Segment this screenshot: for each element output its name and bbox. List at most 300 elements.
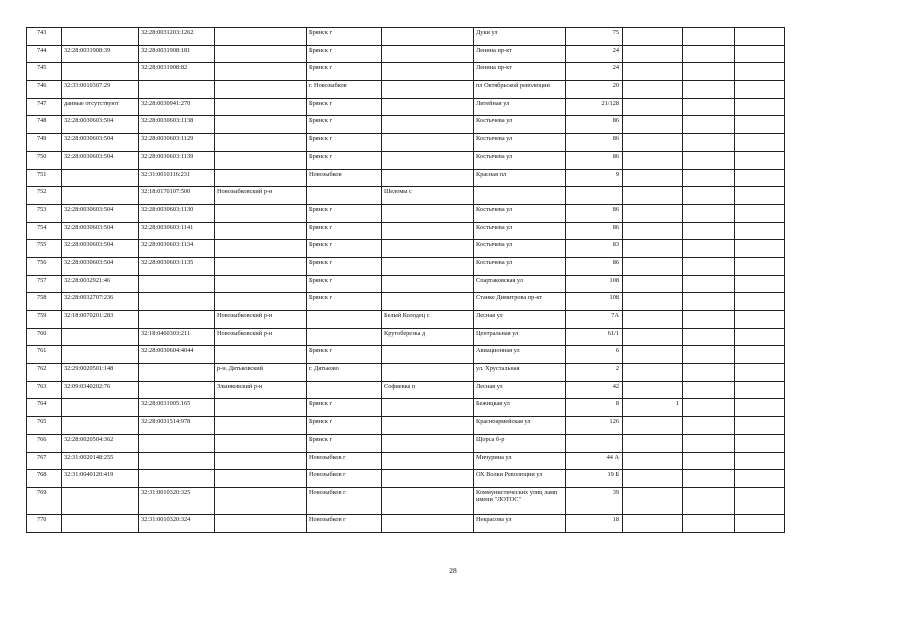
table-cell xyxy=(623,151,683,169)
table-cell: Брянск г xyxy=(307,293,382,311)
table-cell: 32:28:0032921:46 xyxy=(62,275,139,293)
table-cell: 75 xyxy=(566,28,623,46)
table-cell xyxy=(382,452,474,470)
table-row xyxy=(27,381,785,399)
table-cell: 32:28:0030603:1130 xyxy=(139,204,215,222)
table-cell xyxy=(683,45,735,63)
table-row xyxy=(27,151,785,169)
table-cell: Брянск г xyxy=(307,134,382,152)
table-cell xyxy=(566,434,623,452)
registry-table xyxy=(26,27,785,533)
table-cell: 32:18:0070201:283 xyxy=(62,311,139,329)
table-cell xyxy=(623,381,683,399)
table-row xyxy=(27,417,785,435)
table-cell xyxy=(139,364,215,382)
table-cell xyxy=(382,399,474,417)
table-cell xyxy=(735,187,785,205)
table-cell xyxy=(683,487,735,514)
table-cell xyxy=(215,514,307,532)
table-row xyxy=(27,434,785,452)
table-cell xyxy=(62,328,139,346)
table-cell: 764 xyxy=(27,399,62,417)
table-cell xyxy=(623,204,683,222)
table-cell: Литейная ул xyxy=(474,98,566,116)
table-cell: 759 xyxy=(27,311,62,329)
table-cell xyxy=(382,151,474,169)
table-cell xyxy=(215,346,307,364)
table-cell: 32:28:0030603:1135 xyxy=(139,257,215,275)
table-row xyxy=(27,257,785,275)
table-row xyxy=(27,187,785,205)
table-cell xyxy=(683,257,735,275)
table-cell: 32:28:0031005:165 xyxy=(139,399,215,417)
table-cell: ОХ Волки Революции ул xyxy=(474,470,566,488)
table-cell: 32:28:0030941:270 xyxy=(139,98,215,116)
table-row xyxy=(27,470,785,488)
table-cell: 760 xyxy=(27,328,62,346)
table-cell xyxy=(735,293,785,311)
table-cell xyxy=(683,470,735,488)
table-cell xyxy=(382,470,474,488)
table-cell xyxy=(215,240,307,258)
table-cell: 761 xyxy=(27,346,62,364)
table-cell: Авиационная ул xyxy=(474,346,566,364)
table-row xyxy=(27,222,785,240)
table-cell xyxy=(683,169,735,187)
table-cell: Новозыбковский р-н xyxy=(215,187,307,205)
table-cell xyxy=(683,222,735,240)
table-cell xyxy=(382,204,474,222)
table-cell: Станке Димитрова пр-кт xyxy=(474,293,566,311)
table-cell: 32:18:0460303:211 xyxy=(139,328,215,346)
table-cell: Некрасова ул xyxy=(474,514,566,532)
table-cell xyxy=(623,240,683,258)
table-cell xyxy=(623,275,683,293)
table-cell: Бежицкая ул xyxy=(474,399,566,417)
table-cell xyxy=(139,311,215,329)
table-cell xyxy=(683,434,735,452)
table-cell: 753 xyxy=(27,204,62,222)
table-cell xyxy=(474,187,566,205)
table-cell: Мичурина ул xyxy=(474,452,566,470)
table-cell: 757 xyxy=(27,275,62,293)
table-cell xyxy=(382,98,474,116)
table-cell: Лесная ул xyxy=(474,311,566,329)
table-cell xyxy=(623,514,683,532)
table-cell: 32:28:0030603:504 xyxy=(62,240,139,258)
table-cell xyxy=(683,134,735,152)
table-cell xyxy=(382,240,474,258)
table-cell xyxy=(215,293,307,311)
table-cell: 86 xyxy=(566,222,623,240)
table-cell: Брянск г xyxy=(307,399,382,417)
table-cell: 32:31:0010320:324 xyxy=(139,514,215,532)
table-cell: 751 xyxy=(27,169,62,187)
table-cell xyxy=(735,434,785,452)
table-cell xyxy=(215,63,307,81)
table-cell xyxy=(735,417,785,435)
table-cell: Костычева ул xyxy=(474,204,566,222)
table-cell: 32:28:0030603:1138 xyxy=(139,116,215,134)
table-cell xyxy=(683,63,735,81)
table-cell xyxy=(735,487,785,514)
table-cell xyxy=(62,187,139,205)
table-cell xyxy=(623,28,683,46)
table-cell xyxy=(62,346,139,364)
table-cell: Новозыбков г xyxy=(307,470,382,488)
table-row xyxy=(27,98,785,116)
table-cell: Коммунистических улиц ламп имени "ЛОТОС" xyxy=(474,487,566,514)
table-cell xyxy=(215,275,307,293)
table-cell: Костычева ул xyxy=(474,151,566,169)
table-cell xyxy=(735,116,785,134)
table-cell xyxy=(735,151,785,169)
table-cell: 108 xyxy=(566,293,623,311)
table-cell xyxy=(215,487,307,514)
table-cell: 44 А xyxy=(566,452,623,470)
table-cell xyxy=(735,452,785,470)
table-cell xyxy=(623,81,683,99)
table-cell: 24 xyxy=(566,45,623,63)
table-cell: 32:29:0020501:148 xyxy=(62,364,139,382)
table-cell xyxy=(139,81,215,99)
table-cell xyxy=(382,116,474,134)
table-cell: 32:28:0031514:978 xyxy=(139,417,215,435)
table-cell xyxy=(382,275,474,293)
table-cell: 32:28:0030603:504 xyxy=(62,204,139,222)
table-cell: 762 xyxy=(27,364,62,382)
table-row xyxy=(27,399,785,417)
table-cell xyxy=(307,311,382,329)
table-cell xyxy=(735,381,785,399)
table-cell xyxy=(735,98,785,116)
table-cell xyxy=(683,452,735,470)
table-cell xyxy=(623,257,683,275)
table-cell: 32:28:0030603:504 xyxy=(62,134,139,152)
table-cell xyxy=(623,134,683,152)
table-cell xyxy=(683,151,735,169)
table-cell: Костычева ул xyxy=(474,222,566,240)
table-cell xyxy=(139,293,215,311)
table-cell: р-н. Дятьковский xyxy=(215,364,307,382)
table-cell: Костычева ул xyxy=(474,257,566,275)
table-cell: 32:28:0030603:1134 xyxy=(139,240,215,258)
table-row xyxy=(27,169,785,187)
page-number: 28 xyxy=(449,566,457,575)
table-cell: 108 xyxy=(566,275,623,293)
table-cell xyxy=(683,311,735,329)
table-cell xyxy=(735,514,785,532)
table-cell: Костычева ул xyxy=(474,134,566,152)
table-cell xyxy=(683,364,735,382)
table-cell: Ленина пр-кт xyxy=(474,45,566,63)
table-cell xyxy=(683,116,735,134)
table-cell: Ленина пр-кт xyxy=(474,63,566,81)
table-row xyxy=(27,45,785,63)
table-row xyxy=(27,514,785,532)
table-cell: 32:31:0040120:419 xyxy=(62,470,139,488)
table-cell: г. Дятьково xyxy=(307,364,382,382)
table-cell xyxy=(683,98,735,116)
table-row xyxy=(27,487,785,514)
table-cell xyxy=(683,240,735,258)
table-cell: Новозыбков xyxy=(307,169,382,187)
table-cell xyxy=(683,81,735,99)
table-cell: 748 xyxy=(27,116,62,134)
table-cell: Брянск г xyxy=(307,275,382,293)
table-cell xyxy=(735,328,785,346)
table-cell: 19 Б xyxy=(566,470,623,488)
table-cell xyxy=(735,81,785,99)
table-cell xyxy=(215,257,307,275)
table-cell xyxy=(215,169,307,187)
table-cell xyxy=(139,452,215,470)
table-cell: 42 xyxy=(566,381,623,399)
table-cell xyxy=(623,293,683,311)
table-cell xyxy=(566,187,623,205)
table-cell: Злынковский р-н xyxy=(215,381,307,399)
table-cell: 752 xyxy=(27,187,62,205)
table-cell: 86 xyxy=(566,151,623,169)
table-cell: Крутоберезка д xyxy=(382,328,474,346)
table-cell: Новозыбковский р-н xyxy=(215,328,307,346)
table-row xyxy=(27,346,785,364)
table-cell xyxy=(683,346,735,364)
table-cell: Брянск г xyxy=(307,45,382,63)
table-cell xyxy=(215,399,307,417)
table-cell xyxy=(382,169,474,187)
table-cell xyxy=(623,45,683,63)
table-cell: 755 xyxy=(27,240,62,258)
table-cell xyxy=(62,28,139,46)
table-cell xyxy=(623,169,683,187)
table-cell xyxy=(683,399,735,417)
table-cell xyxy=(735,470,785,488)
table-cell xyxy=(139,470,215,488)
table-cell: 1 xyxy=(623,399,683,417)
table-cell xyxy=(215,116,307,134)
table-cell xyxy=(623,328,683,346)
table-cell: Центральная ул xyxy=(474,328,566,346)
table-cell: 32:28:0032707:236 xyxy=(62,293,139,311)
table-cell: 6 xyxy=(566,346,623,364)
table-row xyxy=(27,275,785,293)
table-cell xyxy=(683,187,735,205)
table-cell: 747 xyxy=(27,98,62,116)
table-cell xyxy=(382,257,474,275)
table-row xyxy=(27,293,785,311)
table-cell: Брянск г xyxy=(307,116,382,134)
table-cell: 32:28:0031908:39 xyxy=(62,45,139,63)
table-cell: Брянск г xyxy=(307,240,382,258)
table-cell xyxy=(735,257,785,275)
table-cell: 749 xyxy=(27,134,62,152)
table-row xyxy=(27,63,785,81)
table-cell: 32:28:0030603:1129 xyxy=(139,134,215,152)
table-cell xyxy=(683,381,735,399)
table-cell: 754 xyxy=(27,222,62,240)
table-cell: Спартаковская ул xyxy=(474,275,566,293)
table-cell: Брянск г xyxy=(307,63,382,81)
table-cell xyxy=(215,204,307,222)
table-cell xyxy=(215,28,307,46)
table-cell: 32:28:0030603:504 xyxy=(62,116,139,134)
table-cell: 86 xyxy=(566,204,623,222)
table-cell: Брянск г xyxy=(307,204,382,222)
table-cell xyxy=(215,452,307,470)
table-cell xyxy=(735,222,785,240)
table-cell: Шеломы с xyxy=(382,187,474,205)
table-cell: 126 xyxy=(566,417,623,435)
table-cell xyxy=(623,116,683,134)
table-cell: 86 xyxy=(566,116,623,134)
table-row xyxy=(27,240,785,258)
table-cell: Костычева ул xyxy=(474,240,566,258)
table-cell: Новозыбков г xyxy=(307,487,382,514)
table-cell xyxy=(623,470,683,488)
table-cell: пл Октябрьской революции xyxy=(474,81,566,99)
table-cell xyxy=(623,187,683,205)
table-cell xyxy=(623,98,683,116)
table-cell: Лесная ул xyxy=(474,381,566,399)
table-cell xyxy=(623,346,683,364)
table-row xyxy=(27,81,785,99)
table-cell xyxy=(382,134,474,152)
table-cell: 32:28:0030603:1141 xyxy=(139,222,215,240)
table-cell xyxy=(382,364,474,382)
table-cell: 768 xyxy=(27,470,62,488)
table-cell xyxy=(623,487,683,514)
table-cell: 32:28:0030603:504 xyxy=(62,257,139,275)
table-cell: 32:28:0020504:362 xyxy=(62,434,139,452)
table-cell: 24 xyxy=(566,63,623,81)
table-cell: 32:31:0010320:325 xyxy=(139,487,215,514)
table-cell xyxy=(382,417,474,435)
table-cell: ул. Хрустальная xyxy=(474,364,566,382)
table-cell: 32:18:0170107:500 xyxy=(139,187,215,205)
table-cell: 86 xyxy=(566,257,623,275)
table-cell: г. Новозыбков xyxy=(307,81,382,99)
table-cell xyxy=(307,187,382,205)
table-cell xyxy=(139,275,215,293)
table-cell xyxy=(215,151,307,169)
table-cell: 9 xyxy=(566,169,623,187)
table-cell xyxy=(683,417,735,435)
table-cell xyxy=(62,417,139,435)
table-cell xyxy=(623,222,683,240)
table-cell: 756 xyxy=(27,257,62,275)
table-cell xyxy=(215,470,307,488)
table-cell: 769 xyxy=(27,487,62,514)
table-cell xyxy=(307,381,382,399)
table-cell: 39 xyxy=(566,487,623,514)
table-cell: 765 xyxy=(27,417,62,435)
table-cell: Дуки ул xyxy=(474,28,566,46)
table-cell: Брянск г xyxy=(307,151,382,169)
table-cell xyxy=(382,434,474,452)
table-cell xyxy=(382,81,474,99)
table-cell xyxy=(382,28,474,46)
table-cell: 750 xyxy=(27,151,62,169)
table-cell xyxy=(382,487,474,514)
table-cell: 32:28:0031908:82 xyxy=(139,63,215,81)
table-cell xyxy=(139,381,215,399)
table-cell xyxy=(623,434,683,452)
table-cell xyxy=(215,417,307,435)
table-cell: Красная пл xyxy=(474,169,566,187)
table-row xyxy=(27,116,785,134)
table-cell: 746 xyxy=(27,81,62,99)
table-cell: Щорса б-р xyxy=(474,434,566,452)
table-row xyxy=(27,328,785,346)
table-cell xyxy=(683,28,735,46)
table-cell xyxy=(735,364,785,382)
table-row xyxy=(27,364,785,382)
table-cell xyxy=(683,328,735,346)
table-cell xyxy=(735,399,785,417)
table-cell xyxy=(215,98,307,116)
table-cell: Брянск г xyxy=(307,98,382,116)
table-cell xyxy=(215,45,307,63)
table-cell xyxy=(307,328,382,346)
table-cell xyxy=(623,63,683,81)
table-cell xyxy=(735,45,785,63)
table-cell xyxy=(735,204,785,222)
table-cell xyxy=(623,417,683,435)
table-row xyxy=(27,204,785,222)
table-cell: Софиевка п xyxy=(382,381,474,399)
table-cell xyxy=(683,275,735,293)
table-cell xyxy=(62,514,139,532)
table-row xyxy=(27,311,785,329)
table-cell xyxy=(735,134,785,152)
table-cell xyxy=(623,452,683,470)
table-cell xyxy=(735,240,785,258)
table-cell: Новозыбков г xyxy=(307,452,382,470)
table-cell: 2 xyxy=(566,364,623,382)
table-cell: Брянск г xyxy=(307,346,382,364)
table-cell: 32:31:0020148:255 xyxy=(62,452,139,470)
table-cell: Белый Колодец с xyxy=(382,311,474,329)
table-cell: 32:09:0340202:76 xyxy=(62,381,139,399)
table-cell: 20 xyxy=(566,81,623,99)
table-cell: 7А xyxy=(566,311,623,329)
table-cell xyxy=(683,204,735,222)
table-cell xyxy=(215,222,307,240)
table-row xyxy=(27,28,785,46)
table-cell xyxy=(735,63,785,81)
table-cell: 86 xyxy=(566,134,623,152)
table-body xyxy=(27,28,785,533)
table-cell: 767 xyxy=(27,452,62,470)
table-cell: 743 xyxy=(27,28,62,46)
table-cell xyxy=(139,434,215,452)
table-cell: 766 xyxy=(27,434,62,452)
table-cell: 32:28:0031908:181 xyxy=(139,45,215,63)
table-cell xyxy=(735,311,785,329)
table-cell: 32:28:0030603:1139 xyxy=(139,151,215,169)
table-cell: 21/128 xyxy=(566,98,623,116)
table-cell: Красноармейская ул xyxy=(474,417,566,435)
table-cell: 32:31:0010116:231 xyxy=(139,169,215,187)
table-cell: Новозыбковский р-н xyxy=(215,311,307,329)
table-cell xyxy=(683,514,735,532)
table-cell: 18 xyxy=(566,514,623,532)
table-cell: Костычева ул xyxy=(474,116,566,134)
table-cell: 745 xyxy=(27,63,62,81)
table-cell xyxy=(382,45,474,63)
table-cell xyxy=(62,169,139,187)
